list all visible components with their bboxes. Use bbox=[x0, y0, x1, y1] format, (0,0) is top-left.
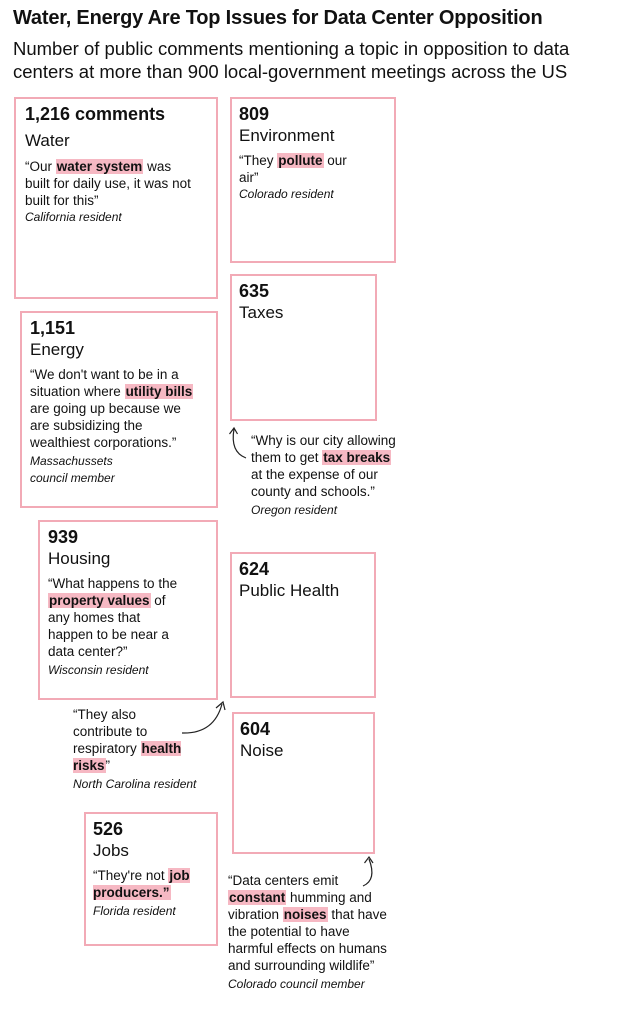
chart-title: Water, Energy Are Top Issues for Data Center Opposition bbox=[13, 7, 543, 29]
topic-attribution-housing: Wisconsin resident bbox=[48, 663, 149, 677]
arrow-noise bbox=[357, 854, 387, 894]
topic-label-housing: Housing bbox=[48, 549, 111, 568]
topic-box-housing bbox=[38, 520, 218, 700]
topic-box-taxes bbox=[230, 274, 377, 421]
topic-quote-water: “Our water system was built for daily use, it was not built for this” bbox=[25, 159, 191, 208]
topic-label-noise: Noise bbox=[240, 741, 284, 760]
topic-quote-taxes-block bbox=[251, 432, 401, 519]
topic-attribution-environment: Colorado resident bbox=[239, 187, 334, 201]
topic-attribution-public-health: North Carolina resident bbox=[73, 777, 197, 791]
topic-box-public-health bbox=[230, 552, 376, 698]
topic-box-noise bbox=[232, 712, 375, 854]
topic-count-noise: 604 bbox=[240, 719, 271, 739]
topic-count-energy: 1,151 bbox=[30, 318, 76, 338]
arrow-taxes bbox=[226, 424, 256, 464]
topic-count-jobs: 526 bbox=[93, 819, 124, 839]
topic-count-taxes: 635 bbox=[239, 281, 270, 301]
topic-count-housing: 939 bbox=[48, 527, 79, 547]
topic-label-taxes: Taxes bbox=[239, 303, 284, 322]
topic-count-water: 1,216 comments bbox=[25, 104, 166, 124]
topic-box-environment bbox=[230, 97, 396, 263]
topic-box-water bbox=[14, 97, 218, 299]
chart-subtitle: Number of public comments mentioning a topic in opposition to data centers at more than 900 local-government meetings across the US bbox=[13, 38, 570, 82]
topic-label-water: Water bbox=[25, 131, 70, 150]
topic-quote-jobs: “They're not job producers.” bbox=[93, 868, 190, 900]
topic-quote-energy: “We don't want to be in a situation where utility bills are going up because we are subsidizing the wealthiest corporations.” bbox=[30, 367, 193, 450]
topic-attribution-water: California resident bbox=[25, 210, 122, 224]
arrow-public-health bbox=[180, 698, 230, 738]
topic-label-public-health: Public Health bbox=[239, 581, 340, 600]
topic-count-public-health: 624 bbox=[239, 559, 270, 579]
topic-quote-public-health: “They also contribute to respiratory health risks” bbox=[73, 707, 182, 773]
topic-attribution-energy-2: council member bbox=[30, 471, 115, 485]
topic-attribution-noise: Colorado council member bbox=[228, 977, 365, 991]
topic-quote-noise: “Data centers emit constant humming and vibration noises that have the potential to have harmful effects on humans and surrounding wildlife” bbox=[228, 873, 387, 973]
topic-label-environment: Environment bbox=[239, 126, 335, 145]
topic-box-energy bbox=[20, 311, 218, 508]
topic-quote-housing: “What happens to the property values of any homes that happen to be near a data center?” bbox=[48, 576, 178, 659]
topic-quote-environment: “They pollute our air” bbox=[239, 153, 347, 185]
topic-label-jobs: Jobs bbox=[93, 841, 129, 860]
topic-box-jobs bbox=[84, 812, 218, 946]
topic-quote-taxes: “Why is our city allowing them to get tax breaks at the expense of our county and schools.” bbox=[251, 433, 396, 499]
topic-label-energy: Energy bbox=[30, 340, 84, 359]
topic-attribution-taxes: Oregon resident bbox=[251, 503, 338, 517]
topic-attribution-energy-1: Massachussets bbox=[30, 454, 113, 468]
topic-count-environment: 809 bbox=[239, 104, 270, 124]
topic-attribution-jobs: Florida resident bbox=[93, 904, 176, 918]
